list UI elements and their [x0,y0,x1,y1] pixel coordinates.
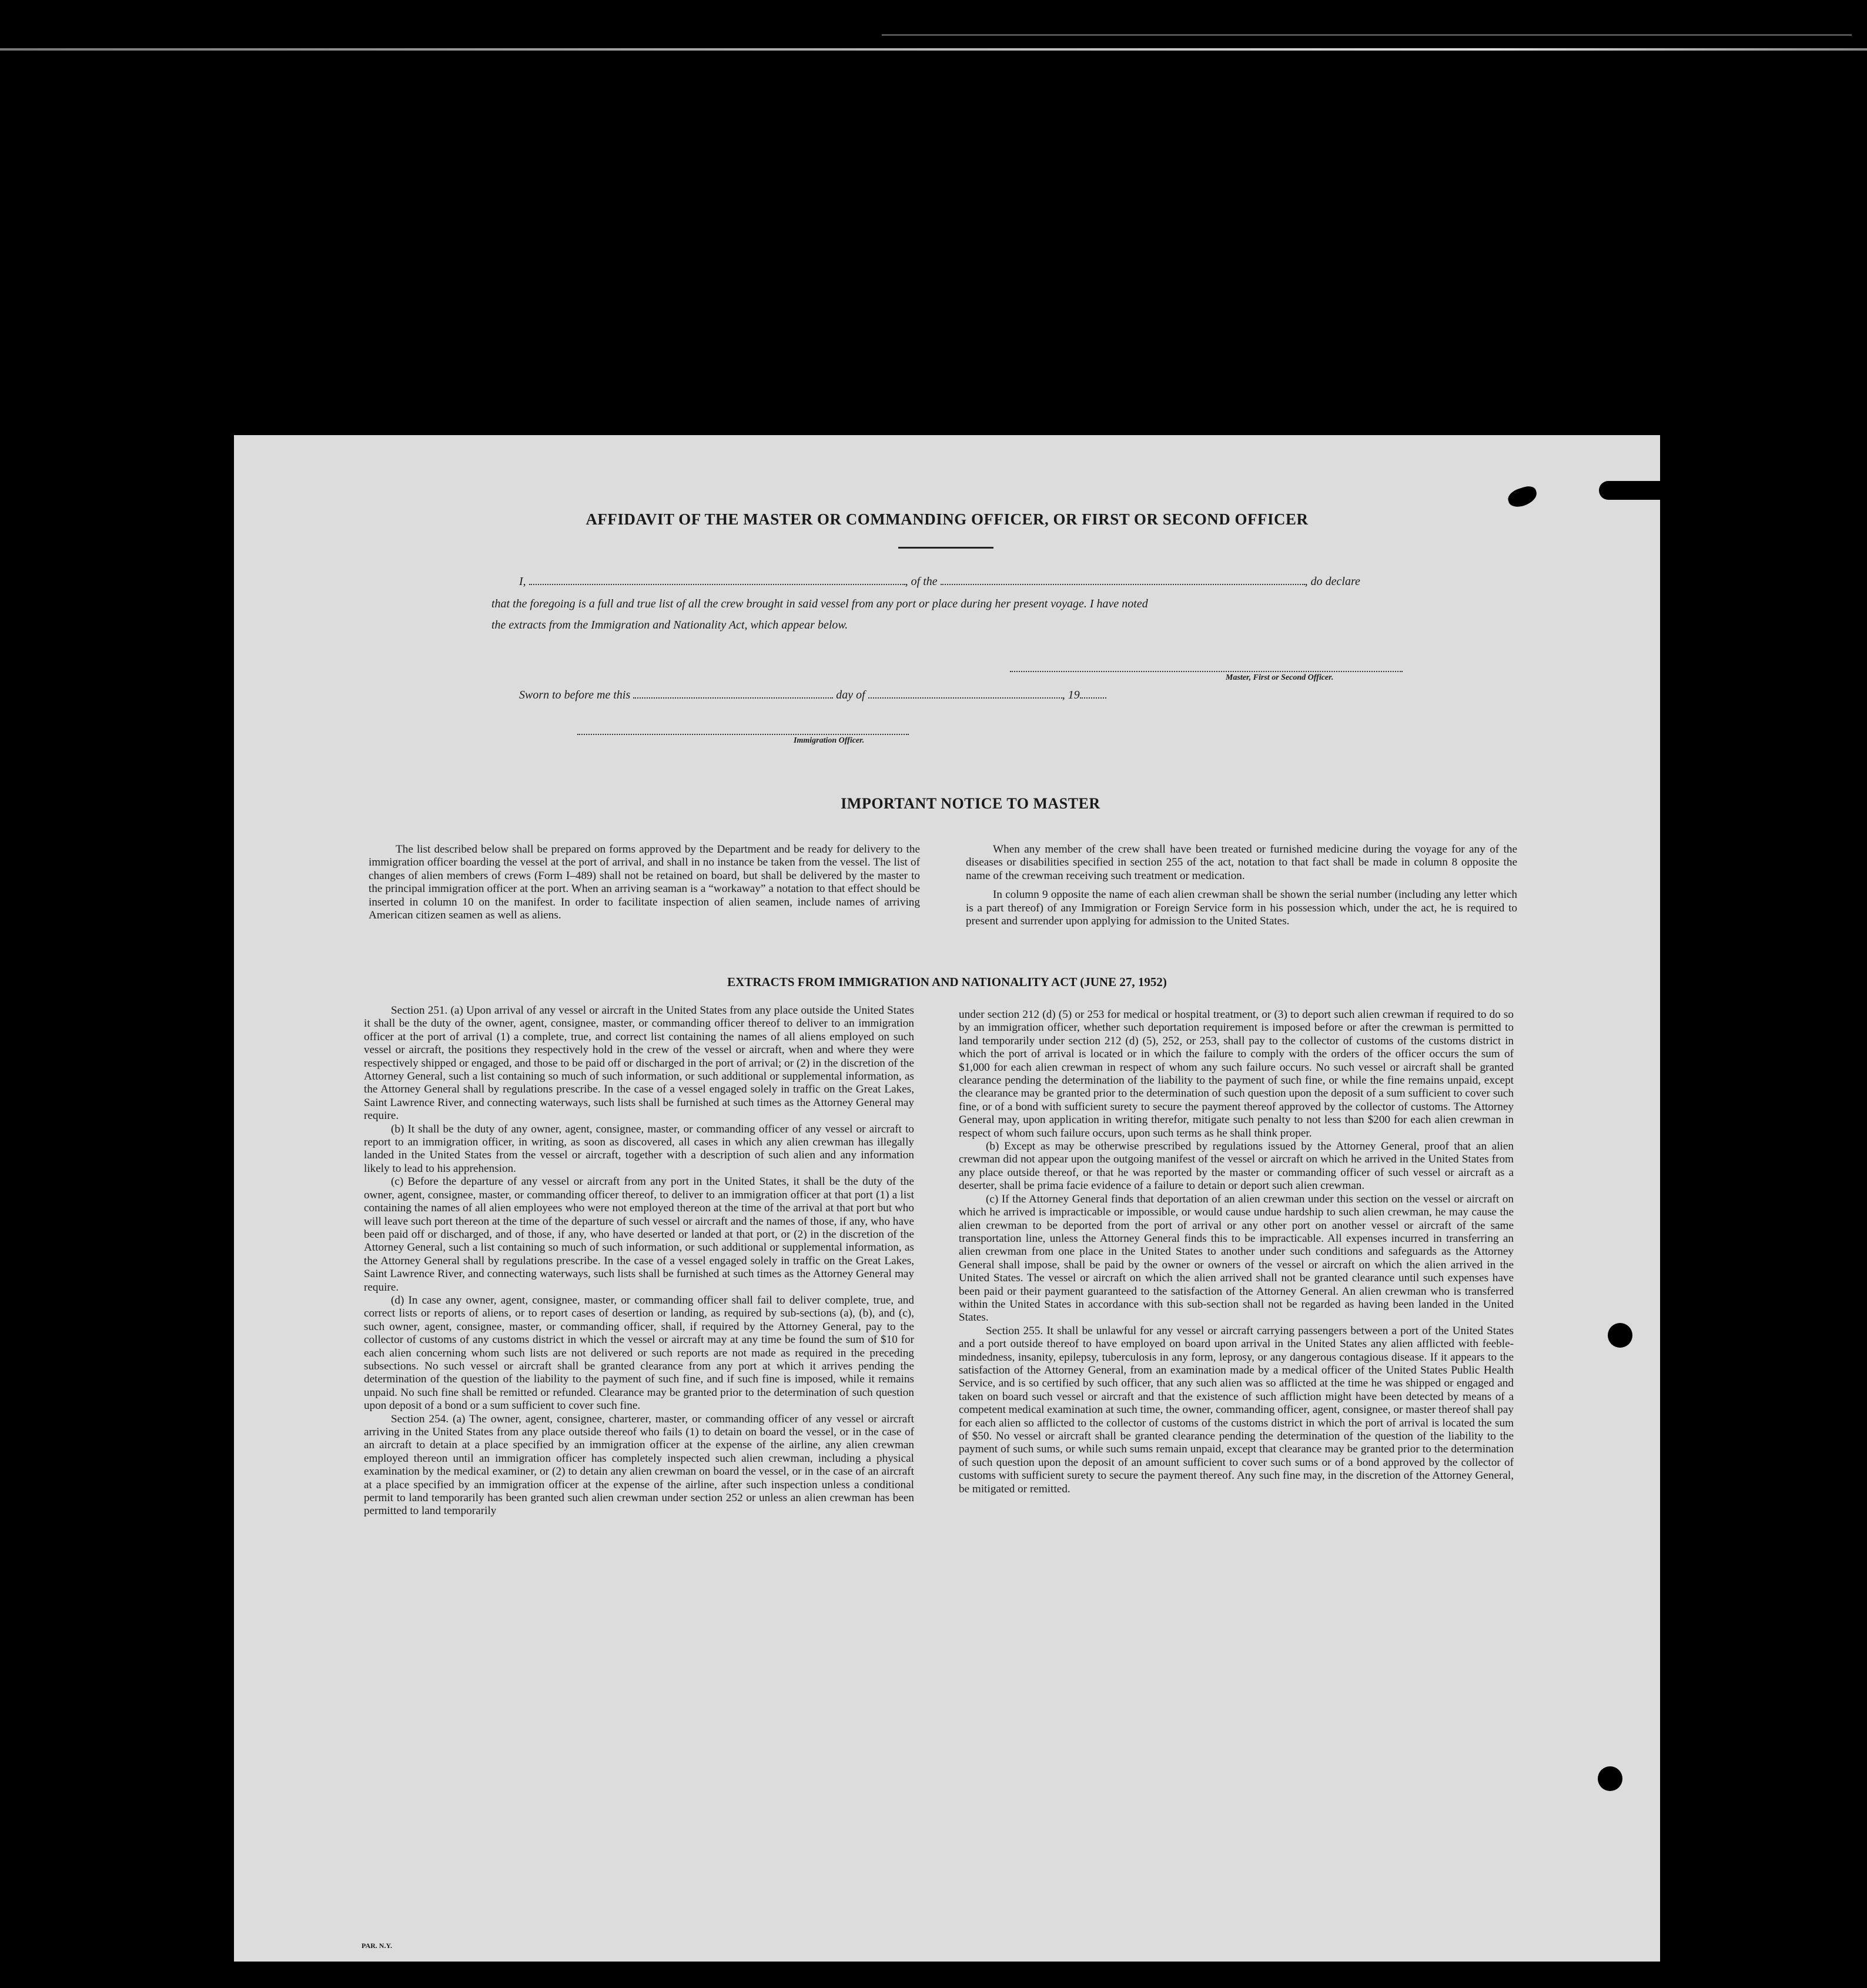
declaration-line-2: that the foregoing is a full and true list of all the crew brought in said vessel from any port or place during her present voyage. I have noted [491,597,1148,610]
punch-hole [1608,1323,1632,1348]
day-blank[interactable] [633,687,833,699]
ink-blot [1506,484,1540,510]
notice-right-column [966,843,1517,928]
affidavit-title: AFFIDAVIT OF THE MASTER OR COMMANDING OFFICER, OR FIRST OR SECOND OFFICER [585,510,1309,528]
document-page [234,435,1660,1962]
name-blank[interactable] [529,573,905,585]
year-label: , 19 [1062,689,1080,701]
extract-paragraph: under section 212 (d) (5) or 253 for medical or hospital treatment, or (3) to deport such alien crewman if required to do so by an immigration officer, whether such deportation requirement is imposed before or after the crewman is permitted to land temporarily under section 212 (d) (5), 252, or 253, shall pay to the collector of customs of the customs district in which the port of arrival is located or in which the failure to comply with the orders of the officer occurs the sum of $1,000 for each alien crewman in respect of whom any such failure occurs. No such vessel or aircraft shall be granted clearance pending the determination of the liability to the payment of such fine, or while the fine remains unpaid, except the clearance may be granted prior to the determination of such question upon the deposit of a sum sufficient to cover such fine, or of a bond with sufficient surety to secure the payment thereof approved by the collector of customs. The Attorney General may, upon application in writing therefor, mitigate such penalty to not less than $200 for each alien crewman in respect of whom such failure occurs, upon such terms as he shall think proper. [959,1008,1514,1140]
notice-paragraph: In column 9 opposite the name of each alien crewman shall be shown the serial number (including any letter which is a part thereof) of any Immigration or Foreign Service form in his possession which, under the act, he is required to present and surrender upon applying for admission to the United States. [966,888,1517,928]
extract-paragraph: (b) It shall be the duty of any owner, agent, consignee, master, or commanding officer of any vessel or aircraft to report to an immigration officer, in writing, as soon as discovered, all cases in which any alien crewman has illegally landed in the United States from the vessel or aircraft, together with a description of such alien and any information likely to lead to his apprehension. [364,1122,914,1175]
ink-blot [1599,481,1664,500]
month-blank[interactable] [868,687,1062,699]
master-signature-line[interactable] [1010,660,1403,672]
extracts-left-column [364,1004,914,1518]
year-blank[interactable] [1080,687,1106,699]
extracts-right-column [959,1008,1514,1496]
notice-paragraph: When any member of the crew shall have been treated or furnished medicine during the voyage for any of the diseases or disabilities specified in section 255 of the act, notation to that fact shall be made in column 8 opposite the name of the crewman receiving such treatment or medication. [966,843,1517,882]
notice-left-column [369,843,920,922]
extract-paragraph: Section 255. It shall be unlawful for any vessel or aircraft carrying passengers between a port of the United States and a port outside thereof to have employed on board upon arrival in the United States any alien afflicted with feeble-mindedness, insanity, epilepsy, tuberculosis in any form, leprosy, or any dangerous contagious disease. If it appears to the satisfaction of the Attorney General, from an examination made by a medical officer of the United States Public Health Service, and is so certified by such officer, that any such alien was so afflicted at the time he was shipped or engaged and taken on board such vessel or aircraft and that the existence of such affliction might have been detected by means of a competent medical examination at such time, the owner, commanding officer, agent, consignee, or master thereof shall pay for each alien so afflicted to the collector of customs of the customs district in which the port of arrival is located the sum of $50. No vessel or aircraft shall be granted clearance pending the determination of the question of the liability to the payment of such sums, or while such sums remain unpaid, except that clearance may be granted prior to the determination of such question upon the deposit of an amount sufficient to cover such sums or of a bond approved by the collector of customs with sufficient surety to secure the payment thereof. Any such fine may, in the discretion of the Attorney General, be mitigated or remitted. [959,1324,1514,1495]
day-of-label: day of [836,689,865,701]
extract-paragraph: Section 251. (a) Upon arrival of any vessel or aircraft in the United States from any place outside the United States it shall be the duty of the owner, agent, consignee, master, or commanding officer thereof to deliver to an immigration officer at the port of arrival (1) a complete, true, and correct list containing the names of all aliens employed on such vessel or aircraft, the positions they respectively hold in the crew of the vessel or aircraft, when and where they were respectively shipped or engaged, and those to be paid off or discharged in the port of arrival; or (2) in the discretion of the Attorney General, such a list containing so much of such information, or such additional or supplemental information, as the Attorney General shall by regulations prescribe. In the case of a vessel engaged solely in traffic on the Great Lakes, Saint Lawrence River, and connecting waterways, such lists shall be furnished at such times as the Attorney General may require. [364,1004,914,1122]
title-rule [898,547,993,549]
decl-i-label: I, [519,575,526,588]
vessel-blank[interactable] [941,573,1305,585]
declaration-line-3: the extracts from the Immigration and Nationality Act, which appear below. [491,619,848,632]
master-label: Master, First or Second Officer. [1226,673,1334,682]
notice-paragraph: The list described below shall be prepared on forms approved by the Department and be ready for delivery to the immigration officer boarding the vessel at the port of arrival, and shall in no instance be taken from the vessel. The list of changes of alien members of crews (Form I–489) shall not be retained on board, but shall be delivered by the master to the principal immigration officer at the port. When an arriving seaman is a “workaway” a notation to that effect should be inserted in column 10 on the manifest. In order to facilitate inspection of alien seamen, include names of arriving American citizen seamen as well as aliens. [369,843,920,922]
extract-paragraph: (b) Except as may be otherwise prescribed by regulations issued by the Attorney General, proof that an alien crewman did not appear upon the outgoing manifest of the vessel or aircraft on which he arrived in the United States from any place outside thereof, or that he was reported by the master or commanding officer of such vessel or aircraft as a deserter, shall be prima facie evidence of a failure to detain or deport such alien crewman. [959,1140,1514,1192]
scan-edge-line-upper [882,34,1852,36]
extracts-title: EXTRACTS FROM IMMIGRATION AND NATIONALITY ACT (JUNE 27, 1952) [727,975,1167,989]
printer-mark: PAR. N.Y. [362,1942,393,1950]
decl-of-the-label: , of the [905,575,938,588]
scan-edge-line [0,48,1867,51]
extract-paragraph: (d) In case any owner, agent, consignee, master, or commanding officer shall fail to deliver complete, true, and correct lists or reports of aliens, or to report cases of desertion or landing, as required by sub-sections (a), (b), and (c), such owner, agent, consignee, master, or commanding officer, shall, if required by the Attorney General, pay to the collector of customs of any customs district in which the vessel or aircraft may at any time be found the sum of $10 for each alien concerning whom such lists are not delivered or such reports are not made as required in the preceding subsections. No such vessel or aircraft shall be granted clearance from any port at which it arrives pending the determination of the question of the liability to the payment of such fine, and if such fine is imposed, while it remains unpaid. No such fine shall be remitted or refunded. Clearance may be granted prior to the determination of such question upon deposit of a bond or a sum sufficient to cover such fine. [364,1294,914,1412]
decl-declare-label: , do declare [1304,575,1360,588]
extract-paragraph: Section 254. (a) The owner, agent, consignee, charterer, master, or commanding officer of any vessel or aircraft arriving in the United States from any place outside thereof who fails (1) to detain on board the vessel, or in the case of an aircraft to detain at a place specified by an immigration officer at the expense of the airline, any alien crewman employed thereon until an immigration officer has completely inspected such alien crewman, including a physical examination by the medical examiner, or (2) to detain any alien crewman on board the vessel, or in the case of an aircraft at a place specified by an immigration officer at the expense of the airline, after such inspection unless a conditional permit to land temporarily has been granted such alien crewman under section 252 or unless an alien crewman has been permitted to land temporarily [364,1412,914,1518]
punch-hole [1598,1766,1622,1791]
officer-label: Immigration Officer. [794,736,865,745]
extract-paragraph: (c) Before the departure of any vessel or aircraft from any port in the United States, it shall be the duty of the owner, agent, consignee, master, or commanding officer thereof, to deliver to an immigration officer at that port (1) a list containing the names of all alien employees who were not employed thereon at the time of the arrival at that port but who will leave such port thereon at the time of the departure of such vessel or aircraft and the names of those, if any, who have been paid off or discharged, and of those, if any, who have deserted or landed at that port, or (2) in the discretion of the Attorney General, such a list containing so much of such information, or such additional or supplemental information, as the Attorney General shall by regulations prescribe. In the case of a vessel engaged solely in traffic on the Great Lakes, Saint Lawrence River, and connecting waterways, such lists shall be furnished at such times as the Attorney General may require. [364,1175,914,1294]
sworn-line [519,687,1106,702]
notice-title: IMPORTANT NOTICE TO MASTER [841,795,1100,812]
declaration-line-1 [519,573,1360,589]
extract-paragraph: (c) If the Attorney General finds that deportation of an alien crewman under this section on the vessel or aircraft on which he arrived is impracticable or impossible, or would cause undue hardship to such alien crewman, he may cause the alien crewman to be deported from the port of arrival or any other port on another vessel or aircraft of the same transportation line, unless the Attorney General finds this to be impracticable. All expenses incurred in transferring an alien crewman from one place in the United States to another under such conditions and safeguards as the Attorney General shall impose, shall be paid by the owner or owners of the vessel or aircraft on which the alien arrived in the United States. The vessel or aircraft on which the alien arrived shall not be granted clearance until such expenses have been paid or their payment guaranteed to the satisfaction of the Attorney General. An alien crewman who is transferred within the United States in accordance with this sub-section shall not be regarded as having been landed in the United States. [959,1192,1514,1324]
sworn-label: Sworn to before me this [519,689,631,701]
officer-signature-line[interactable] [577,723,909,735]
